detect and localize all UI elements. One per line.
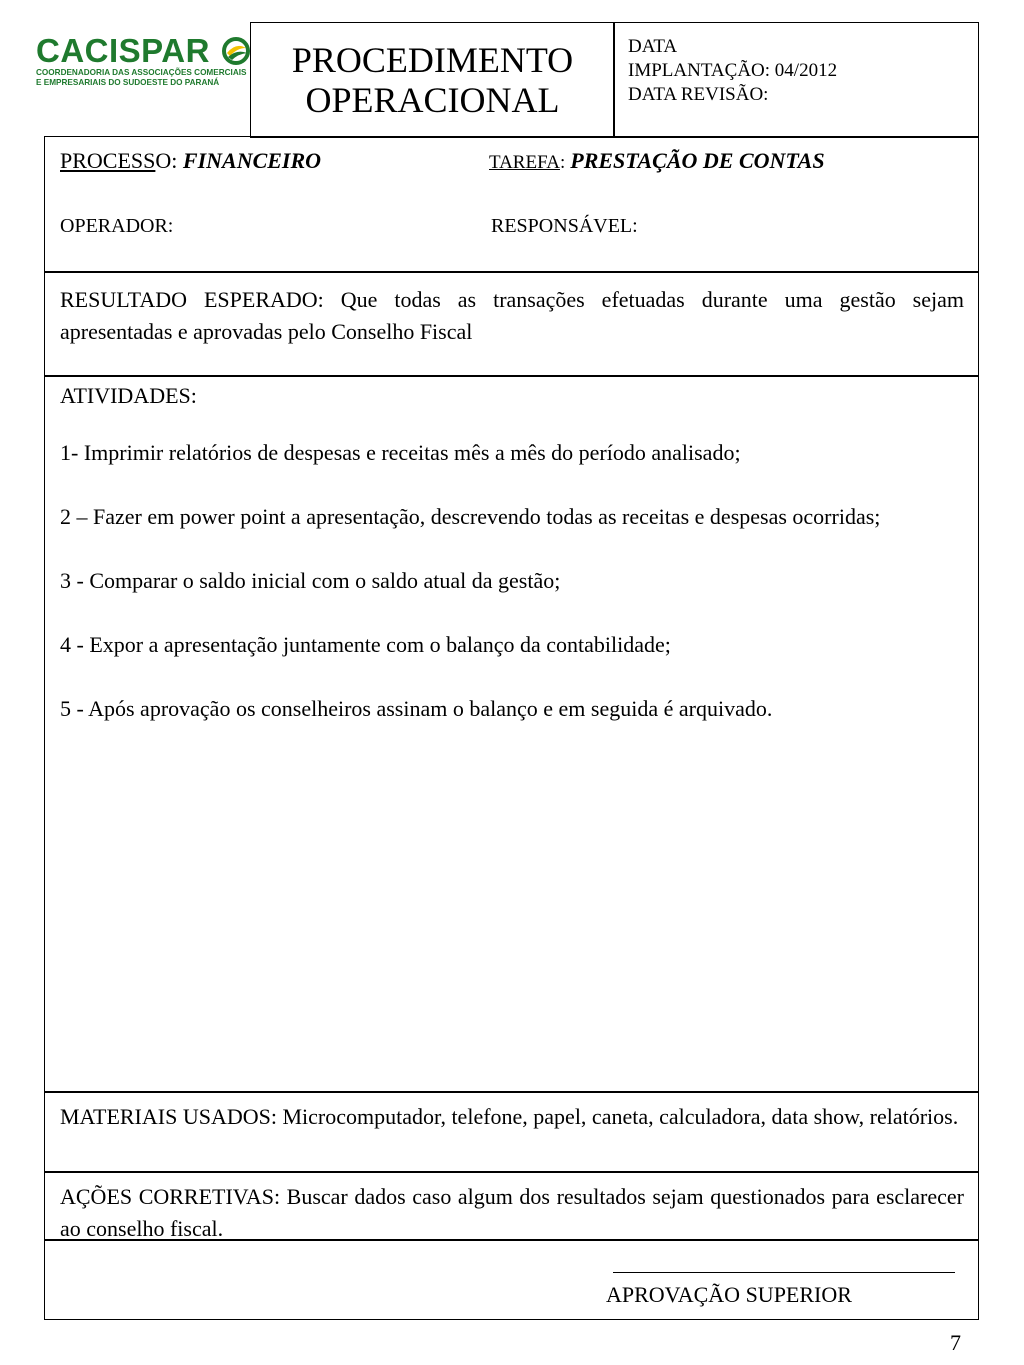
logo-tagline-2: E EMPRESARIAIS DO SUDOESTE DO PARANÁ	[36, 78, 220, 87]
process-task-box	[44, 136, 979, 273]
process-label-rest: O:	[155, 148, 178, 173]
logo-tagline-1: COORDENADORIA DAS ASSOCIAÇÕES COMERCIAIS	[36, 68, 247, 77]
cacispar-logo	[36, 34, 252, 94]
process-label: PROCESS	[60, 148, 156, 173]
materials-used-box	[44, 1091, 979, 1173]
logo-brand-text: CACISPAR	[36, 32, 210, 69]
signature-line	[613, 1272, 955, 1273]
corrective-actions-text: Buscar dados caso algum dos resultados sejam questionados para esclarecer ao conselho fiscal.	[60, 1184, 964, 1241]
corrective-actions-label: AÇÕES CORRETIVAS:	[60, 1184, 281, 1209]
page-number: 7	[950, 1330, 961, 1355]
revision-date: DATA REVISÃO:	[628, 84, 769, 105]
activity-item-5: 5 - Após aprovação os conselheiros assinam o balanço e em seguida é arquivado.	[60, 696, 773, 721]
process-field	[60, 148, 321, 174]
task-label-sep: :	[559, 152, 566, 173]
activities-box	[44, 375, 979, 1093]
task-value: PRESTAÇÃO DE CONTAS	[570, 148, 825, 173]
implantation-date: IMPLANTAÇÃO: 04/2012	[628, 60, 838, 81]
title-line-1: PROCEDIMENTO	[291, 40, 574, 80]
task-field	[489, 148, 825, 176]
responsible-label: RESPONSÁVEL:	[491, 215, 638, 237]
activities-heading: ATIVIDADES:	[60, 383, 197, 408]
date-label: DATA	[628, 36, 678, 57]
activity-item-3: 3 - Comparar o saldo inicial com o saldo atual da gestão;	[60, 568, 561, 593]
expected-result-label: RESULTADO ESPERADO:	[60, 287, 324, 312]
approval-label: APROVAÇÃO SUPERIOR	[606, 1282, 852, 1307]
activity-item-1: 1- Imprimir relatórios de despesas e receitas mês a mês do período analisado;	[60, 440, 741, 465]
logo-emblem-icon	[222, 36, 250, 66]
activity-item-4: 4 - Expor a apresentação juntamente com o balanço da contabilidade;	[60, 632, 671, 657]
expected-result-box	[44, 271, 979, 377]
process-value: FINANCEIRO	[182, 148, 322, 173]
corrective-actions-box	[44, 1171, 979, 1241]
expected-result-text: Que todas as transações efetuadas durante uma gestão sejam apresentadas e aprovadas pelo Conselho Fiscal	[60, 287, 964, 344]
task-label: TAREFA	[489, 152, 560, 173]
procedure-title	[292, 40, 573, 120]
activity-item-2: 2 – Fazer em power point a apresentação, descrevendo todas as receitas e despesas ocorridas;	[60, 504, 881, 529]
operator-label: OPERADOR:	[60, 215, 174, 237]
materials-label: MATERIAIS USADOS:	[60, 1104, 277, 1129]
date-info-box	[613, 22, 979, 138]
title-line-2: OPERACIONAL	[305, 80, 560, 120]
materials-text: Microcomputador, telefone, papel, caneta, calculadora, data show, relatórios.	[282, 1104, 959, 1129]
procedure-title-box	[250, 22, 615, 138]
